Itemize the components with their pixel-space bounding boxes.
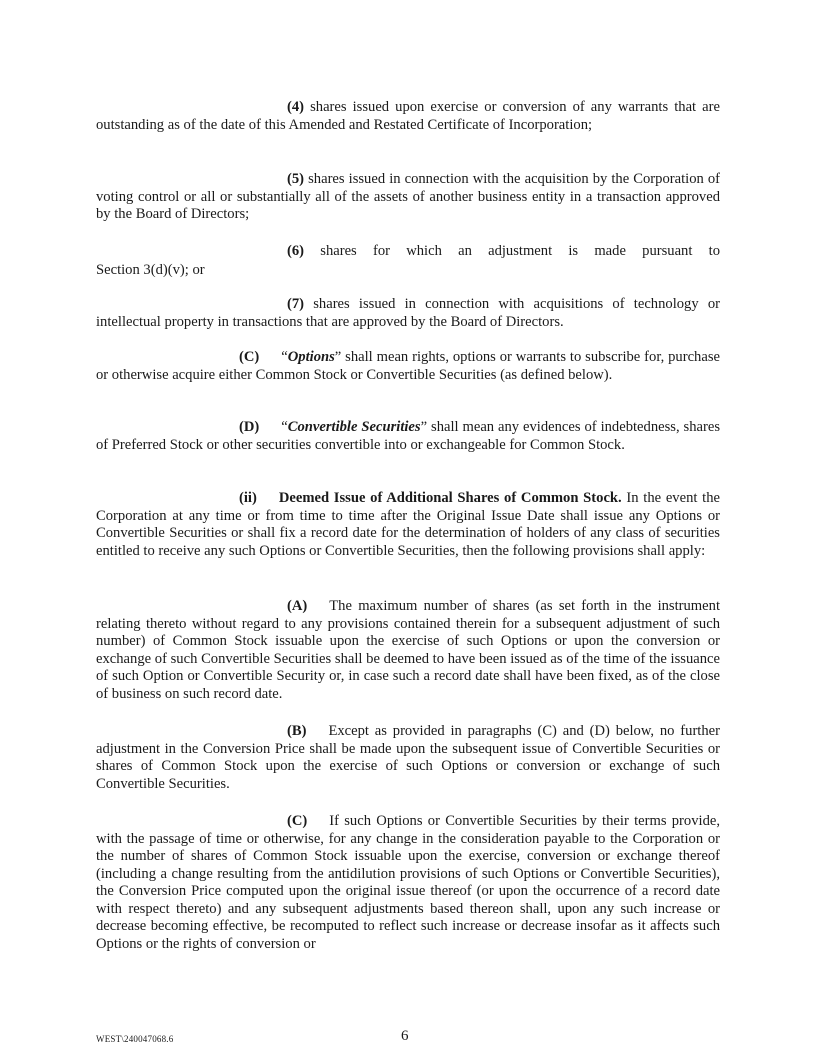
paragraph-label: (C): [239, 349, 260, 365]
paragraph-text: shares issued in connection with acquisitions of technology or intellectual property in transactions that are approved by the Board of Directors.: [96, 296, 720, 330]
paragraph-text: In the event the Corporation at any time or from time to time after the Original Issue Date shall issue any Options or Convertible Securities or shall fix a record date for the determination of holders of any class of securities entitled to receive any such Options or Convertible Securities, then the following provisions shall apply:: [96, 490, 720, 559]
paragraph-label: (A): [287, 598, 308, 614]
paragraph-text: shall mean rights, options or warrants to subscribe for, purchase or otherwise acquire either Common Stock or Convertible Securities (as defined below).: [96, 349, 720, 383]
page-number: 6: [401, 1028, 409, 1044]
open-quote: “: [281, 349, 288, 365]
paragraph-5: [96, 171, 720, 224]
paragraph-label: (B): [287, 723, 307, 739]
paragraph-4: [96, 99, 720, 134]
paragraph-d-convertible: [96, 419, 720, 454]
paragraph-label: (4): [287, 99, 305, 115]
section-heading: Deemed Issue of Additional Shares of Common Stock.: [278, 490, 622, 506]
defined-term: Convertible Securities: [287, 419, 421, 435]
paragraph-text: shall mean any evidences of indebtedness, shares of Preferred Stock or other securities convertible into or exchangeable for Common Stock.: [96, 419, 721, 453]
paragraph-6-continued: [96, 262, 720, 280]
paragraph-c: [96, 813, 720, 953]
defined-term: Options: [287, 349, 335, 365]
paragraph-ii: [96, 490, 720, 560]
paragraph-6: [96, 243, 720, 261]
paragraph-label: (6): [287, 243, 305, 259]
close-quote: ”: [420, 419, 428, 435]
paragraph-label: (7): [287, 296, 305, 312]
paragraph-a: [96, 598, 720, 703]
open-quote: “: [281, 419, 288, 435]
paragraph-text: shares issued upon exercise or conversion of any warrants that are outstanding as of the date of this Amended and Restated Certificate of Incorporation;: [96, 99, 720, 133]
paragraph-text: The maximum number of shares (as set forth in the instrument relating thereto without regard to any provisions contained therein for a subsequent adjustment of such number) of Common Stock issuable upon the exercise of such Options or upon the conversion or exchange of such Convertible Securities shall be deemed to have been issued as of the time of the issuance of such Option or Convertible Security or, in case such a record date shall have been fixed, as of the close of business on such record date.: [96, 598, 720, 702]
paragraph-text: shares for which an adjustment is made pursuant to: [320, 243, 720, 259]
paragraph-label: (5): [287, 171, 305, 187]
paragraph-text: shares issued in connection with the acquisition by the Corporation of voting control or all or substantially all of the assets of another business entity in a transaction approved by the Board of Directors;: [96, 171, 721, 222]
paragraph-c-options: [96, 349, 720, 384]
document-id: WEST\240047068.6: [96, 1034, 174, 1044]
paragraph-text: If such Options or Convertible Securities by their terms provide, with the passage of time or otherwise, for any change in the consideration payable to the Corporation or the number of shares of Common Stock issuable upon the exercise, conversion or exchange thereof (including a change resulting from the antidilution provisions of such Options or Convertible Securities), the Conversion Price computed upon the original issue thereof (or upon the occurrence of a record date with respect thereto) and any subsequent adjustments based thereon shall, upon any such increase or decrease becoming effective, be recomputed to reflect such increase or decrease insofar as it affects such Options or the rights of conversion or: [96, 813, 720, 952]
paragraph-text: Section 3(d)(v); or: [96, 262, 205, 278]
paragraph-label: (D): [239, 419, 260, 435]
paragraph-7: [96, 296, 720, 331]
paragraph-label: (ii): [239, 490, 257, 506]
paragraph-b: [96, 723, 720, 793]
paragraph-label: (C): [287, 813, 308, 829]
paragraph-text: Except as provided in paragraphs (C) and (D) below, no further adjustment in the Conversion Price shall be made upon the subsequent issue of Convertible Securities or shares of Common Stock upon the exercise of such Options or conversion or exchange of such Convertible Securities.: [96, 723, 720, 792]
close-quote: ”: [334, 349, 342, 365]
